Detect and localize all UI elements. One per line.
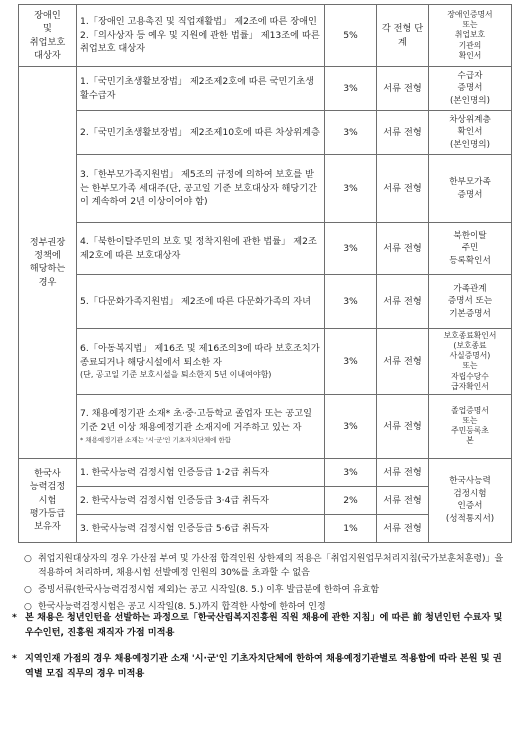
category-label-line: 보유자 xyxy=(34,521,61,533)
document-line: 취업보호 xyxy=(454,30,486,40)
document-line: (보호종료 xyxy=(453,341,487,351)
requirement-text: 2.「의사상자 등 예우 및 지원에 관한 법률」 제13조에 따른 취업보호 대상자 xyxy=(80,29,320,55)
star-note xyxy=(12,611,508,640)
note-text: 증빙서류(한국사능력검정시험 제외)는 공고 시작일(8. 5.) 이후 발급분에 한하여 유효함 xyxy=(38,584,380,595)
documents-cell xyxy=(429,67,512,111)
table-row xyxy=(19,394,512,458)
requirement-cell: 4.「북한이탈주민의 보호 및 정착지원에 관한 법률」 제2조제2호에 따른 보호대상자 xyxy=(77,223,325,275)
stage-cell: 서류 전형 xyxy=(377,67,429,111)
category-label-line: 시험 xyxy=(38,494,57,506)
note-text: 한국사능력검정시험은 공고 시작일(8. 5.)까지 합격한 사항에 한하여 인정 xyxy=(38,601,326,612)
requirement-cell: 5.「다문화가족지원법」 제2조에 따른 다문화가족의 자녀 xyxy=(77,275,325,329)
star-note-text: 지역인재 가점의 경우 채용예정기관 소재 '시·군'인 기초자치단체에 한하여 채용예정기관별로 적용함에 따라 본원 및 권역별 모집 직무의 경우 미적용 xyxy=(25,653,502,679)
document-line: 주민등록초 xyxy=(451,426,489,436)
document-line: 검정시험 xyxy=(453,488,487,499)
requirement-cell xyxy=(77,329,325,395)
table-row xyxy=(19,329,512,395)
circle-bullet-icon: ○ xyxy=(24,601,32,612)
table-row xyxy=(19,155,512,223)
category-label-line: 해당하는 xyxy=(29,263,66,275)
documents-cell xyxy=(429,458,512,542)
documents-cell xyxy=(429,5,512,67)
document-line: 증명서 xyxy=(457,83,483,94)
documents-cell xyxy=(429,223,512,275)
requirement-text: 1.「장애인 고용촉진 및 직업재활법」 제2조에 따른 장애인 xyxy=(80,16,317,28)
document-line: 보호종료확인서 xyxy=(443,331,497,340)
points-cell: 3% xyxy=(325,458,377,486)
document-line: 사실증명서) xyxy=(449,351,491,361)
requirement-text: 6.「아동복지법」 제16조 및 제16조의3에 따라 보호조치가 종료되거나 해당시설에서 퇴소한 자 xyxy=(80,343,320,368)
note-item xyxy=(24,584,506,598)
stage-cell: 서류 전형 xyxy=(377,329,429,395)
document-line: 기관의 xyxy=(458,40,482,50)
category-label-line: 장애인 xyxy=(34,9,61,21)
category-label-line: 및 xyxy=(43,23,52,35)
star-note-text: 본 채용은 청년인턴을 선발하는 과정으로「한국산림복지진흥원 직원 채용에 관한 지침」에 따른 前 청년인턴 수료자 및 우수인턴, 진흥원 재직자 가점 미적용 xyxy=(25,612,503,638)
document-line: 한국사능력 xyxy=(449,476,491,487)
documents-cell xyxy=(429,394,512,458)
preference-points-table xyxy=(18,4,512,543)
documents-cell xyxy=(429,155,512,223)
table-row xyxy=(19,67,512,111)
points-cell: 3% xyxy=(325,329,377,395)
document-line: 또는 xyxy=(462,361,478,371)
points-cell: 1% xyxy=(325,514,377,542)
document-line: 증명서 또는 xyxy=(447,296,493,307)
category-label-line: 경우 xyxy=(38,276,57,288)
requirement-cell: 1.「국민기초생활보장법」 제2조제2호에 따른 국민기초생활수급자 xyxy=(77,67,325,111)
document-line: 확인서 xyxy=(457,127,483,138)
category-label-line: 한국사 xyxy=(34,467,61,479)
table-row xyxy=(19,458,512,486)
notes-list xyxy=(24,553,506,618)
points-cell: 3% xyxy=(325,275,377,329)
requirement-cell: 3.「한부모가족지원법」 제5조의 규정에 의하여 보호를 받는 한부모가족 세대주(단, 공고일 기준 보호대상자 해당기간이 계속하여 2년 이상이어야 함) xyxy=(77,155,325,223)
requirement-extra: (단, 공고일 기준 보호시설을 퇴소한지 5년 이내여야함) xyxy=(80,369,272,379)
requirement-cell xyxy=(77,394,325,458)
stage-cell: 서류 전형 xyxy=(377,394,429,458)
table-row xyxy=(19,275,512,329)
points-cell: 5% xyxy=(325,5,377,67)
document-line: (본인명의) xyxy=(450,95,490,106)
document-line: 본 xyxy=(466,436,474,446)
document-line: 가족관계 xyxy=(453,283,487,294)
document-line: 장애인증명서 xyxy=(447,10,493,20)
requirement-text: 7. 채용예정기관 소재* 초·중·고등학교 졸업자 또는 공고일 기준 2년 이상 채용예정기관 소재지에 거주하고 있는 자 xyxy=(80,408,312,433)
document-line: 북한이탈 xyxy=(453,230,487,241)
circle-bullet-icon: ○ xyxy=(24,584,32,595)
table-row xyxy=(19,223,512,275)
table-row xyxy=(19,111,512,155)
category-label-line: 평가등급 xyxy=(29,507,66,519)
stage-cell: 서류 전형 xyxy=(377,111,429,155)
document-line: 또는 xyxy=(462,416,478,426)
stage-cell: 서류 전형 xyxy=(377,486,429,514)
document-line: 또는 xyxy=(462,20,478,30)
requirement-cell: 2. 한국사능력 검정시험 인증등급 3·4급 취득자 xyxy=(77,486,325,514)
points-cell: 3% xyxy=(325,155,377,223)
asterisk-icon: * xyxy=(12,612,17,623)
stage-cell: 서류 전형 xyxy=(377,275,429,329)
table-row xyxy=(19,5,512,67)
document-line: (본인명의) xyxy=(450,139,490,150)
points-cell: 3% xyxy=(325,223,377,275)
document-line: 급자확인서 xyxy=(451,381,489,391)
category-label-line: 취업보호 xyxy=(29,36,66,48)
stage-cell: 서류 전형 xyxy=(377,458,429,486)
stage-cell: 서류 전형 xyxy=(377,514,429,542)
documents-cell xyxy=(429,275,512,329)
category-label-line: 정부권장 xyxy=(29,236,66,248)
requirement-cell xyxy=(77,5,325,67)
document-line: 졸업증명서 xyxy=(451,406,489,415)
points-cell: 3% xyxy=(325,394,377,458)
stage-cell: 서류 전형 xyxy=(377,155,429,223)
category-label-line: 능력검정 xyxy=(29,481,66,493)
category-cell-history xyxy=(19,458,77,542)
document-line: 한부모가족 xyxy=(449,177,491,188)
document-line: 수급자 xyxy=(457,70,483,81)
document-line: 차상위계층 xyxy=(449,114,491,125)
requirement-cell: 2.「국민기초생활보장법」 제2조제10호에 따른 차상위계층 xyxy=(77,111,325,155)
stage-cell: 각 전형 단계 xyxy=(377,5,429,67)
points-cell: 2% xyxy=(325,486,377,514)
star-note xyxy=(12,652,508,681)
note-text: 취업지원대상자의 경우 가산점 부여 및 가산점 합격인원 상한제의 적용은「취업지원업무처리지침(국가보훈처훈령)」을 적용하여 처리하며, 채용시험 선발예정 인원의 30%를 초과할 수 없음 xyxy=(38,554,504,578)
document-line: 확인서 xyxy=(458,50,482,60)
stage-cell: 서류 전형 xyxy=(377,223,429,275)
document-line: 인증서 xyxy=(457,501,483,512)
documents-cell xyxy=(429,329,512,395)
document-line: (성적통지서) xyxy=(445,513,495,524)
requirement-cell: 3. 한국사능력 검정시험 인증등급 5·6급 취득자 xyxy=(77,514,325,542)
category-cell-disabled xyxy=(19,5,77,67)
category-label-line: 정책에 xyxy=(34,250,61,262)
circle-bullet-icon: ○ xyxy=(24,554,32,564)
requirement-footnote: * 채용예정기관 소재는 '시·군'인 기초자치단체에 한함 xyxy=(80,435,232,444)
points-cell: 3% xyxy=(325,67,377,111)
asterisk-icon: * xyxy=(12,653,17,664)
document-line: 주민 xyxy=(461,243,479,254)
requirement-cell: 1. 한국사능력 검정시험 인증등급 1·2급 취득자 xyxy=(77,458,325,486)
category-cell-policy xyxy=(19,67,77,459)
document-line: 자립수당수 xyxy=(451,371,489,381)
note-item xyxy=(24,553,506,581)
document-line: 등록확인서 xyxy=(449,255,491,266)
points-cell: 3% xyxy=(325,111,377,155)
document-line: 기본증명서 xyxy=(449,308,491,319)
category-label-line: 대상자 xyxy=(34,49,61,61)
documents-cell xyxy=(429,111,512,155)
document-line: 증명서 xyxy=(457,189,483,200)
